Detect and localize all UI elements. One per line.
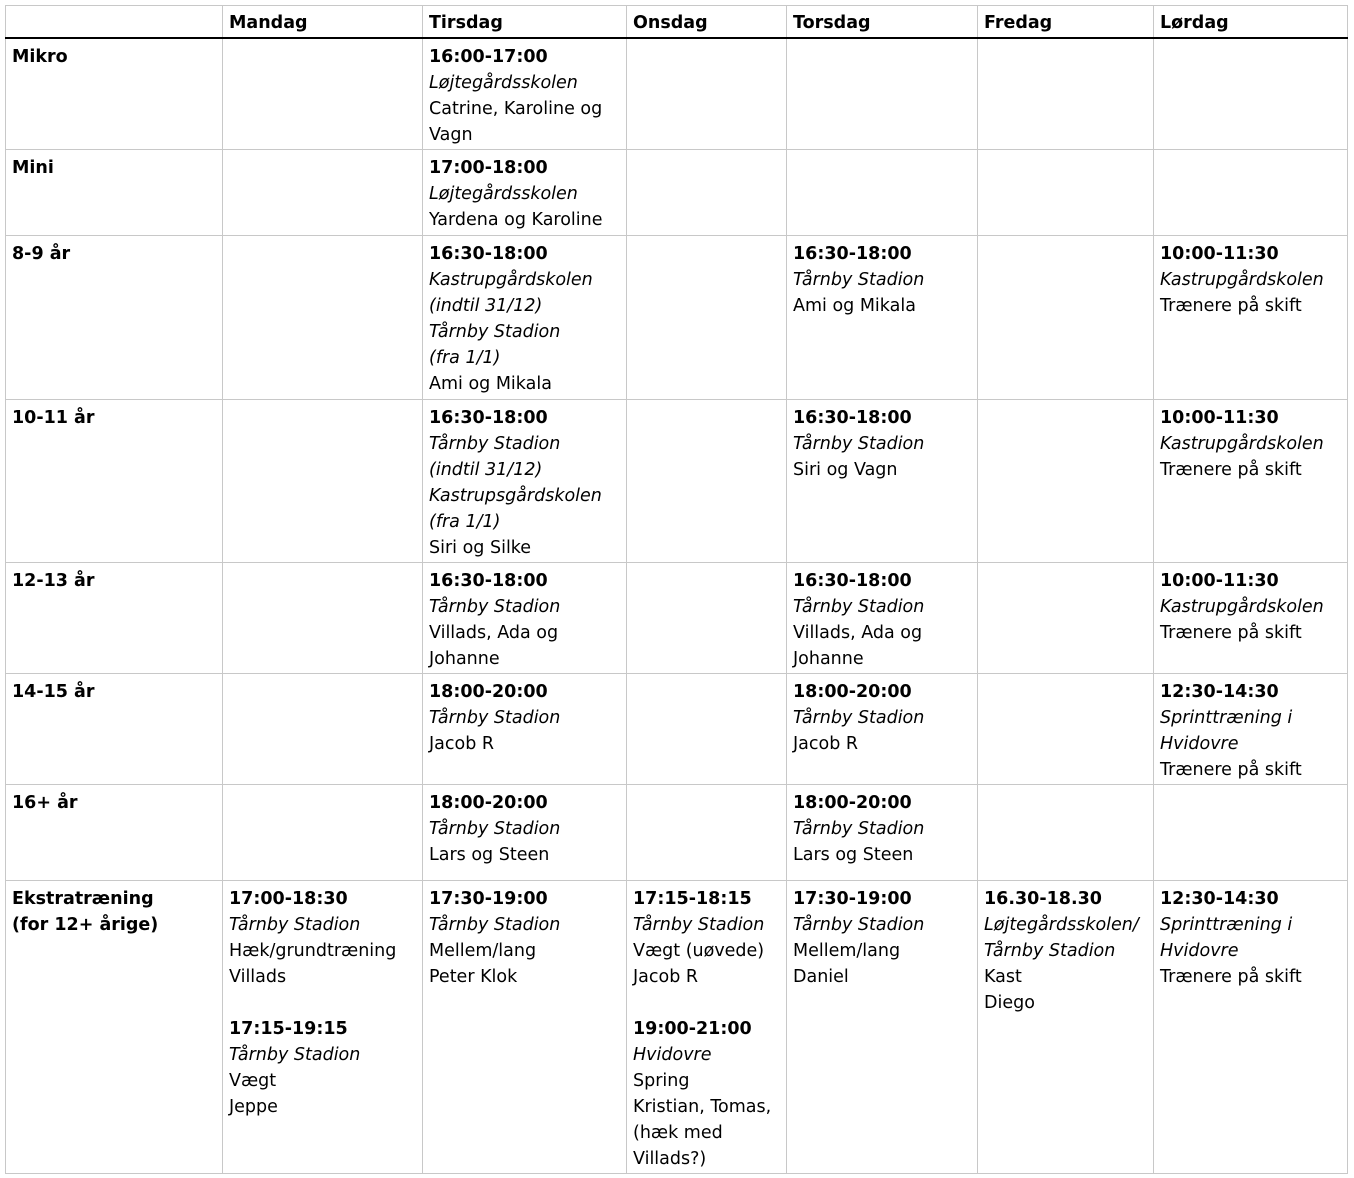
session-time: 17:00-18:30 xyxy=(229,888,348,909)
session-detail: Jacob R xyxy=(429,733,495,754)
group-label-cell: 12-13 år xyxy=(6,562,223,673)
session-cell-tuesday xyxy=(423,399,627,562)
session-cell-wednesday xyxy=(627,38,787,149)
session-detail: Trænere på skift xyxy=(1160,966,1302,987)
session-cell-saturday xyxy=(1154,235,1348,399)
session-time: 12:30-14:30 xyxy=(1160,681,1279,702)
session-location: Løjtegårdsskolen/ Tårnby Stadion xyxy=(984,914,1139,961)
session-detail: Jeppe xyxy=(229,1096,278,1117)
session-cell-thursday xyxy=(787,38,978,149)
session-time: 16.30-18.30 xyxy=(984,888,1102,909)
session-detail: Kast xyxy=(984,966,1022,987)
session-cell-wednesday xyxy=(627,673,787,784)
schedule-row xyxy=(6,880,1348,1173)
schedule-row xyxy=(6,399,1348,562)
session-cell-thursday xyxy=(787,235,978,399)
schedule-row xyxy=(6,235,1348,399)
session-detail: Lars og Steen xyxy=(429,844,550,865)
session-detail: Jacob R xyxy=(793,733,859,754)
session-time: 17:30-19:00 xyxy=(793,888,912,909)
session-time: 18:00-20:00 xyxy=(429,681,548,702)
session-cell-tuesday xyxy=(423,880,627,1173)
session-time: 17:30-19:00 xyxy=(429,888,548,909)
session-detail: Johanne xyxy=(429,648,500,669)
session-cell-saturday xyxy=(1154,399,1348,562)
session-location: Tårnby Stadion xyxy=(793,269,925,290)
schedule-row xyxy=(6,38,1348,149)
session-cell-saturday xyxy=(1154,149,1348,235)
session-time: 18:00-20:00 xyxy=(429,792,548,813)
session-detail: Vægt (uøvede) xyxy=(633,940,765,961)
session-cell-friday xyxy=(978,784,1154,880)
session-cell-saturday xyxy=(1154,38,1348,149)
session-time: 10:00-11:30 xyxy=(1160,570,1279,591)
session-detail: (hæk med xyxy=(633,1122,723,1143)
session-detail: Spring xyxy=(633,1070,690,1091)
session-cell-thursday xyxy=(787,673,978,784)
session-detail: Hæk/grundtræning xyxy=(229,940,397,961)
session-location: Sprinttræning i Hvidovre xyxy=(1160,707,1293,754)
session-location: Tårnby Stadion xyxy=(793,914,925,935)
session-cell-tuesday xyxy=(423,38,627,149)
session-location: Tårnby Stadion xyxy=(429,707,561,728)
session-cell-saturday xyxy=(1154,880,1348,1173)
session-detail: Lars og Steen xyxy=(793,844,914,865)
session-cell-monday xyxy=(223,673,423,784)
session-cell-tuesday xyxy=(423,149,627,235)
session-detail: Yardena og Karoline xyxy=(429,209,603,230)
session-location: Tårnby Stadion xyxy=(229,914,361,935)
session-location: Kastrupgårdskolen xyxy=(1160,433,1324,454)
session-detail: Catrine, Karoline og xyxy=(429,99,603,119)
session-time: 19:00-21:00 xyxy=(633,1018,752,1039)
day-header-wednesday: Onsdag xyxy=(627,6,787,39)
session-detail: Villads, Ada og xyxy=(429,622,559,643)
session-time: 16:30-18:00 xyxy=(429,243,548,264)
session-cell-wednesday xyxy=(627,562,787,673)
session-detail: Mellem/lang xyxy=(793,940,901,961)
session-location: Sprinttræning i Hvidovre xyxy=(1160,914,1293,961)
session-cell-tuesday xyxy=(423,673,627,784)
session-cell-tuesday xyxy=(423,562,627,673)
session-cell-thursday xyxy=(787,880,978,1173)
session-detail: Ami og Mikala xyxy=(793,295,916,316)
session-detail: Trænere på skift xyxy=(1160,459,1302,480)
session-detail: Mellem/lang xyxy=(429,940,537,961)
session-cell-thursday xyxy=(787,149,978,235)
day-header-friday: Fredag xyxy=(978,6,1154,39)
session-time: 10:00-11:30 xyxy=(1160,407,1279,428)
session-detail: Villads, Ada og xyxy=(793,622,923,643)
session-cell-saturday xyxy=(1154,784,1348,880)
session-detail: Peter Klok xyxy=(429,966,518,987)
session-cell-wednesday xyxy=(627,149,787,235)
session-time: 12:30-14:30 xyxy=(1160,888,1279,909)
session-detail: Villads xyxy=(229,966,287,987)
session-cell-saturday xyxy=(1154,673,1348,784)
session-location: Løjtegårdsskolen xyxy=(429,73,578,93)
session-location: Tårnby Stadion xyxy=(793,433,925,454)
session-detail: Siri og Vagn xyxy=(793,459,898,480)
session-cell-thursday xyxy=(787,784,978,880)
session-detail: Diego xyxy=(984,992,1035,1013)
session-gap xyxy=(229,990,416,1016)
session-time: 10:00-11:30 xyxy=(1160,243,1279,264)
session-time: 16:30-18:00 xyxy=(793,570,912,591)
schedule-row xyxy=(6,562,1348,673)
session-cell-friday xyxy=(978,149,1154,235)
session-detail: Villads?) xyxy=(633,1148,707,1169)
session-detail: Trænere på skift xyxy=(1160,759,1302,780)
session-time: 17:00-18:00 xyxy=(429,157,548,178)
session-detail: Ami og Mikala xyxy=(429,373,552,394)
session-cell-monday xyxy=(223,235,423,399)
corner-header-cell xyxy=(6,6,223,39)
session-location: Tårnby Stadion xyxy=(793,707,925,728)
schedule-row xyxy=(6,784,1348,880)
group-label-cell: Mini xyxy=(6,149,223,235)
session-time: 16:30-18:00 xyxy=(429,407,548,428)
session-cell-saturday xyxy=(1154,562,1348,673)
session-location: Tårnby Stadion xyxy=(793,596,925,617)
session-location: Tårnby Stadion xyxy=(429,596,561,617)
session-time: 16:00-17:00 xyxy=(429,47,548,67)
group-label-cell: 14-15 år xyxy=(6,673,223,784)
session-detail: Kristian, Tomas, xyxy=(633,1096,772,1117)
group-label-cell: 10-11 år xyxy=(6,399,223,562)
session-cell-friday xyxy=(978,673,1154,784)
schedule-row xyxy=(6,149,1348,235)
session-cell-wednesday xyxy=(627,784,787,880)
schedule-row xyxy=(6,673,1348,784)
session-detail: Vagn xyxy=(429,125,473,145)
session-time: 17:15-19:15 xyxy=(229,1018,348,1039)
session-cell-tuesday xyxy=(423,235,627,399)
session-cell-monday xyxy=(223,399,423,562)
group-label-cell: 16+ år xyxy=(6,784,223,880)
session-detail: Vægt xyxy=(229,1070,277,1091)
session-detail: Jacob R xyxy=(633,966,699,987)
session-time: 16:30-18:00 xyxy=(429,570,548,591)
session-cell-monday xyxy=(223,149,423,235)
session-cell-wednesday xyxy=(627,399,787,562)
session-cell-monday xyxy=(223,38,423,149)
session-cell-friday xyxy=(978,562,1154,673)
session-location: Tårnby Stadion xyxy=(633,914,765,935)
group-label-cell: Ekstratræning (for 12+ årige) xyxy=(6,880,223,1173)
session-cell-friday xyxy=(978,399,1154,562)
session-time: 18:00-20:00 xyxy=(793,792,912,813)
day-header-saturday: Lørdag xyxy=(1154,6,1348,39)
session-time: 16:30-18:00 xyxy=(793,407,912,428)
session-location: Tårnby Stadion xyxy=(793,818,925,839)
session-cell-thursday xyxy=(787,562,978,673)
session-cell-tuesday xyxy=(423,784,627,880)
day-header-thursday: Torsdag xyxy=(787,6,978,39)
session-time: 17:15-18:15 xyxy=(633,888,752,909)
session-cell-wednesday xyxy=(627,235,787,399)
session-cell-wednesday xyxy=(627,880,787,1173)
session-location: Tårnby Stadion (indtil 31/12) Kastrupsgårdskolen (fra 1/1) xyxy=(429,433,602,532)
session-location: Tårnby Stadion xyxy=(429,818,561,839)
session-location: Hvidovre xyxy=(633,1044,712,1065)
day-header-tuesday: Tirsdag xyxy=(423,6,627,39)
schedule-body xyxy=(6,38,1348,1173)
session-location: Tårnby Stadion xyxy=(229,1044,361,1065)
session-location: Tårnby Stadion xyxy=(429,914,561,935)
session-detail: Daniel xyxy=(793,966,849,987)
session-detail: Trænere på skift xyxy=(1160,622,1302,643)
session-cell-friday xyxy=(978,880,1154,1173)
session-location: Kastrupgårdskolen xyxy=(1160,596,1324,617)
session-detail: Trænere på skift xyxy=(1160,295,1302,316)
day-header-monday: Mandag xyxy=(223,6,423,39)
session-location: Kastrupgårdskolen (indtil 31/12) Tårnby Stadion (fra 1/1) xyxy=(429,269,593,368)
session-cell-monday xyxy=(223,880,423,1173)
session-cell-monday xyxy=(223,784,423,880)
session-cell-monday xyxy=(223,562,423,673)
session-time: 16:30-18:00 xyxy=(793,243,912,264)
group-label-cell: 8-9 år xyxy=(6,235,223,399)
session-cell-friday xyxy=(978,38,1154,149)
group-label-cell: Mikro xyxy=(6,38,223,149)
session-time: 18:00-20:00 xyxy=(793,681,912,702)
session-gap xyxy=(633,990,780,1016)
session-location: Kastrupgårdskolen xyxy=(1160,269,1324,290)
session-detail: Siri og Silke xyxy=(429,537,532,558)
session-location: Løjtegårdsskolen xyxy=(429,183,578,204)
training-schedule-table xyxy=(5,5,1348,1174)
session-cell-thursday xyxy=(787,399,978,562)
session-cell-friday xyxy=(978,235,1154,399)
session-detail: Johanne xyxy=(793,648,864,669)
header-row xyxy=(6,6,1348,39)
